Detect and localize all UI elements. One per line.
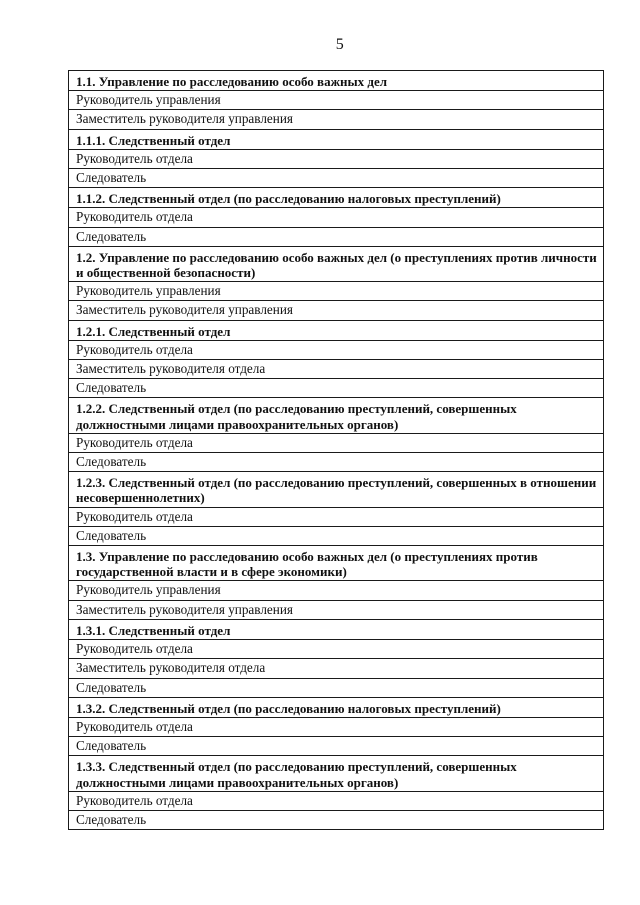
section-heading: 1.2.1. Следственный отдел [69, 320, 604, 340]
position-title: Заместитель руководителя управления [69, 600, 604, 619]
table-row [69, 507, 604, 526]
table-row [69, 756, 604, 791]
position-title: Следователь [69, 810, 604, 829]
table-row [69, 282, 604, 301]
table-row [69, 91, 604, 110]
section-heading: 1.3. Управление по расследованию особо важных дел (о преступлениях против государственной власти и в сфере экономики) [69, 546, 604, 581]
table-row [69, 581, 604, 600]
table-row [69, 188, 604, 208]
table-row [69, 320, 604, 340]
table-row [69, 526, 604, 545]
position-title: Следователь [69, 453, 604, 472]
position-title: Руководитель отдела [69, 340, 604, 359]
position-title: Заместитель руководителя управления [69, 110, 604, 129]
section-heading: 1.2. Управление по расследованию особо важных дел (о преступлениях против личности и общественной безопасности) [69, 246, 604, 281]
table-row [69, 169, 604, 188]
table-row [69, 546, 604, 581]
position-title: Руководитель отдела [69, 791, 604, 810]
page-number: 5 [335, 36, 345, 53]
table-row [69, 453, 604, 472]
section-heading: 1.1. Управление по расследованию особо важных дел [69, 71, 604, 91]
position-title: Следователь [69, 678, 604, 697]
position-title: Руководитель отдела [69, 208, 604, 227]
position-title: Руководитель отдела [69, 717, 604, 736]
position-title: Заместитель руководителя управления [69, 301, 604, 320]
position-title: Следователь [69, 737, 604, 756]
position-title: Руководитель управления [69, 91, 604, 110]
table-row [69, 71, 604, 91]
section-heading: 1.3.2. Следственный отдел (по расследованию налоговых преступлений) [69, 697, 604, 717]
position-title: Руководитель отдела [69, 640, 604, 659]
table-row [69, 129, 604, 149]
position-title: Следователь [69, 227, 604, 246]
position-title: Следователь [69, 169, 604, 188]
table-row [69, 149, 604, 168]
table-row [69, 227, 604, 246]
position-title: Руководитель управления [69, 581, 604, 600]
position-title: Заместитель руководителя отдела [69, 659, 604, 678]
staff-table-body [69, 71, 604, 830]
table-row [69, 600, 604, 619]
section-heading: 1.3.3. Следственный отдел (по расследованию преступлений, совершенных должностными лицами правоохранительных органов) [69, 756, 604, 791]
table-row [69, 659, 604, 678]
table-row [69, 379, 604, 398]
position-title: Руководитель отдела [69, 507, 604, 526]
table-row [69, 640, 604, 659]
section-heading: 1.1.2. Следственный отдел (по расследованию налоговых преступлений) [69, 188, 604, 208]
table-row [69, 301, 604, 320]
table-row [69, 433, 604, 452]
table-row [69, 619, 604, 639]
table-row [69, 340, 604, 359]
position-title: Руководитель отдела [69, 433, 604, 452]
table-row [69, 472, 604, 507]
table-row [69, 398, 604, 433]
table-row [69, 360, 604, 379]
position-title: Руководитель управления [69, 282, 604, 301]
section-heading: 1.3.1. Следственный отдел [69, 619, 604, 639]
position-title: Следователь [69, 526, 604, 545]
table-row [69, 697, 604, 717]
position-title: Заместитель руководителя отдела [69, 360, 604, 379]
position-title: Руководитель отдела [69, 149, 604, 168]
table-row [69, 208, 604, 227]
staff-positions-table [68, 70, 604, 830]
section-heading: 1.2.2. Следственный отдел (по расследованию преступлений, совершенных должностными лицами правоохранительных органов) [69, 398, 604, 433]
section-heading: 1.1.1. Следственный отдел [69, 129, 604, 149]
table-row [69, 678, 604, 697]
section-heading: 1.2.3. Следственный отдел (по расследованию преступлений, совершенных в отношении несовершеннолетних) [69, 472, 604, 507]
table-row [69, 791, 604, 810]
table-row [69, 737, 604, 756]
position-title: Следователь [69, 379, 604, 398]
table-row [69, 810, 604, 829]
table-row [69, 717, 604, 736]
table-row [69, 246, 604, 281]
table-row [69, 110, 604, 129]
